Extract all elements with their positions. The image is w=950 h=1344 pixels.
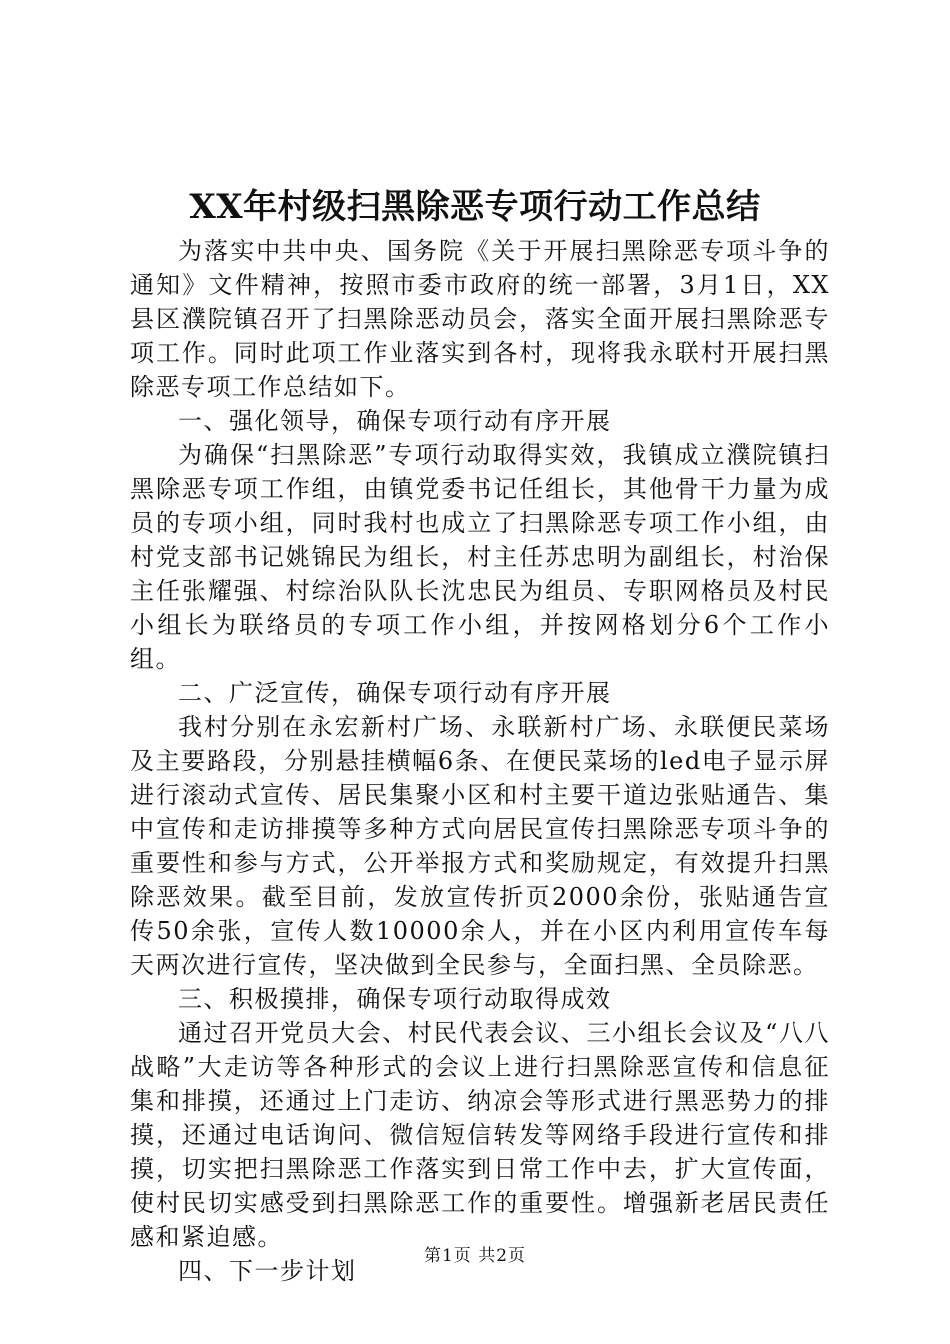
- section-paragraph-2: 我村分别在永宏新村广场、永联新村广场、永联便民菜场及主要路段，分别悬挂横幅6条、在便民菜场的led电子显示屏进行滚动式宣传、居民集聚小区和村主要干道边张贴通告、集中宣传和走访排摸等多种方式向居民宣传扫黑除恶专项斗争的重要性和参与方式，公开举报方式和奖励规定，有效提升扫黑除恶效果。截至目前，发放宣传折页2000余份，张贴通告宣传50余张，宣传人数10000余人，并在小区内利用宣传车每天两次进行宣传，坚决做到全民参与，全面扫黑、全员除恶。: [130, 713, 830, 979]
- section-heading-2: 二、广泛宣传，确保专项行动有序开展: [178, 679, 612, 707]
- page-number-footer: 第1页 共2页: [423, 1246, 527, 1266]
- document-title: XX年村级扫黑除恶专项行动工作总结: [189, 187, 761, 227]
- intro-paragraph: 为落实中共中央、国务院《关于开展扫黑除恶专项斗争的通知》文件精神，按照市委市政府的统一部署，3月1日，XX县区濮院镇召开了扫黑除恶动员会，落实全面开展扫黑除恶专项工作。同时此项工作业落实到各村，现将我永联村开展扫黑除恶专项工作总结如下。: [130, 237, 830, 401]
- section-paragraph-1: 为确保“扫黑除恶”专项行动取得实效，我镇成立濮院镇扫黑除恶专项工作组，由镇党委书记任组长，其他骨干力量为成员的专项小组，同时我村也成立了扫黑除恶专项工作小组，由村党支部书记姚锦民为组长，村主任苏忠明为副组长，村治保主任张耀强、村综治队队长沈忠民为组员、专职网格员及村民小组长为联络员的专项工作小组，并按网格划分6个工作小组。: [130, 441, 830, 673]
- document-body: [130, 234, 830, 1288]
- section-heading-4: 四、下一步计划: [178, 1257, 357, 1285]
- section-paragraph-3: 通过召开党员大会、村民代表会议、三小组长会议及“八八战略”大走访等各种形式的会议上进行扫黑除恶宣传和信息征集和排摸，还通过上门走访、纳凉会等形式进行黑恶势力的排摸，还通过电话询问、微信短信转发等网络手段进行宣传和排摸，切实把扫黑除恶工作落实到日常工作中去，扩大宣传面，使村民切实感受到扫黑除恶工作的重要性。增强新老居民责任感和紧迫感。: [130, 1019, 830, 1251]
- section-heading-3: 三、积极摸排，确保专项行动取得成效: [178, 985, 612, 1013]
- section-heading-1: 一、强化领导，确保专项行动有序开展: [178, 407, 612, 435]
